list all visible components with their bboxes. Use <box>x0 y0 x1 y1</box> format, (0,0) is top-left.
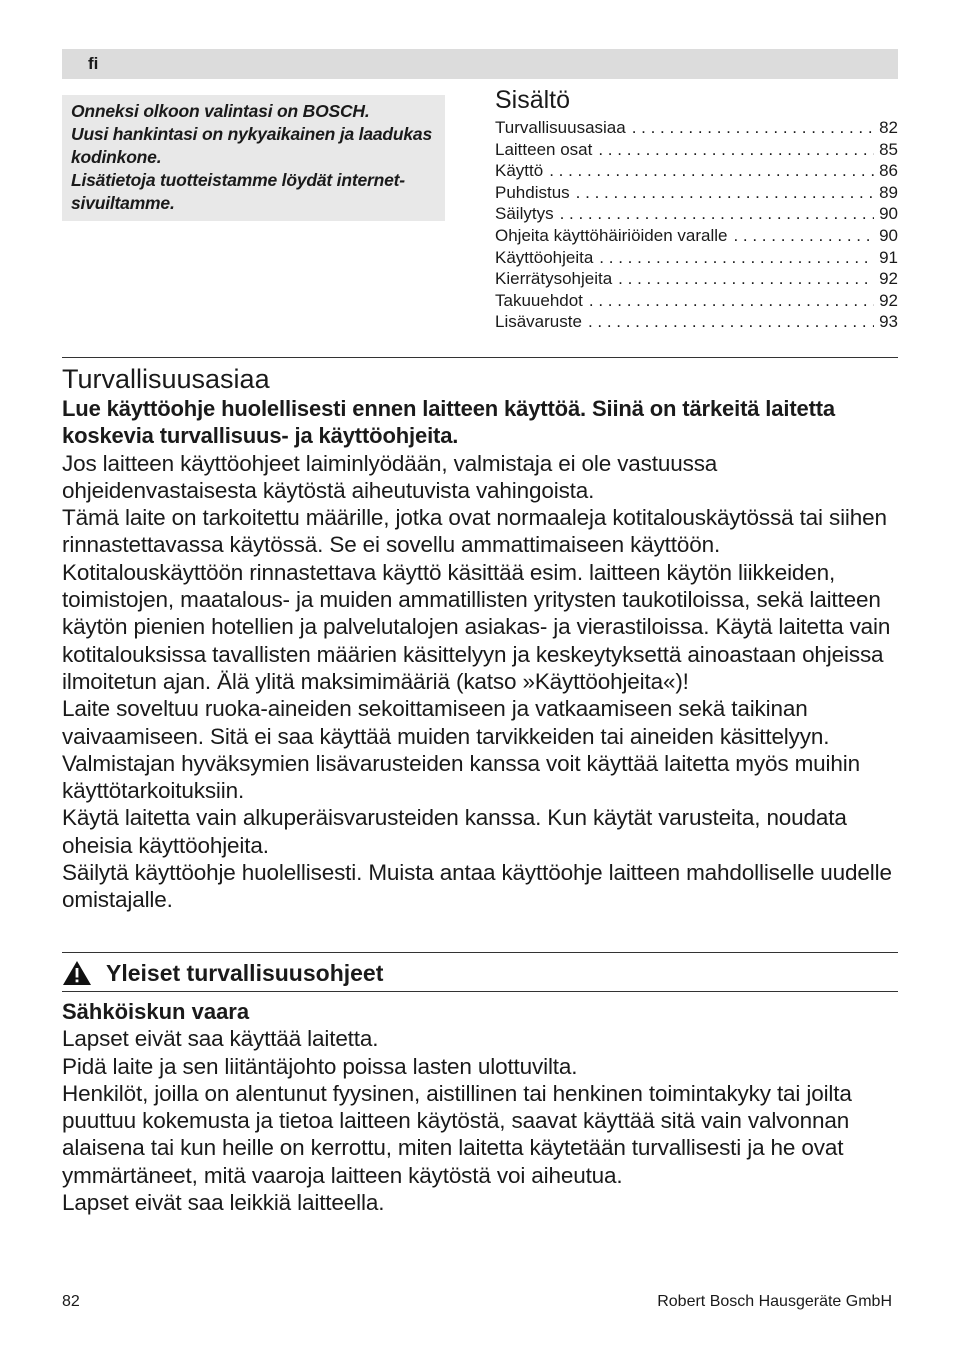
general-safety-title: Yleiset turvallisuusohjeet <box>106 960 384 986</box>
section-divider <box>62 991 898 992</box>
toc-item-takuuehdot[interactable] <box>495 290 898 312</box>
toc-item-page: 93 <box>879 312 898 332</box>
lead-paragraph: Lue käyttöohje huolellisesti ennen laitteen käyttöä. Siinä on tärkeitä laitetta koskevia turvallisuus- ja käyttöohjeita. <box>62 396 836 449</box>
toc-item-page: 91 <box>879 247 898 267</box>
toc-leader <box>582 311 874 333</box>
toc-item-lisavaruste[interactable] <box>495 311 898 333</box>
toc-item-label: Takuuehdot <box>495 290 583 310</box>
toc-item-kayttoohjeita[interactable] <box>495 247 898 269</box>
language-code: fi <box>88 54 99 73</box>
toc-leader <box>570 182 874 204</box>
toc-item-kaytto[interactable] <box>495 160 898 182</box>
toc-item-page: 92 <box>879 290 898 310</box>
toc-item-laitteen-osat[interactable] <box>495 139 898 161</box>
toc-item-page: 89 <box>879 182 898 202</box>
page-number: 82 <box>62 1293 80 1310</box>
intro-line: Lisätietoja tuotteistamme löydät internet-sivuiltamme. <box>71 170 405 213</box>
section-divider <box>62 357 898 358</box>
body-paragraph: Jos laitteen käyttöohjeet laiminlyödään, valmistaja ei ole vastuussa ohjeidenvastaisesta käytöstä aiheutuvista vahingoista. <box>62 450 718 503</box>
toc-item-label: Lisävaruste <box>495 312 582 332</box>
safety-section <box>62 364 898 914</box>
toc-item-label: Säilytys <box>495 204 554 224</box>
warning-triangle-icon <box>62 960 92 986</box>
electric-shock-section <box>62 998 898 1216</box>
toc-item-puhdistus[interactable] <box>495 182 898 204</box>
toc-item-page: 82 <box>879 118 898 137</box>
body-paragraph: Henkilöt, joilla on alentunut fyysinen, aistillinen tai henkinen toimintakyky tai joilta puuttuu kokemusta ja tietoa laitteen käytöstä, saavat käyttää sitä vain valvonnan alaisena tai kun heille on kerrottu, miten laitetta käytetään turvallisesti ja he ovat ymmärtäneet, mitä vaaroja laitteen käytöstä voi aiheutua. <box>62 1080 852 1188</box>
toc-item-sailytys[interactable] <box>495 203 898 225</box>
toc-item-kierratysohjeita[interactable] <box>495 268 898 290</box>
body-paragraph: Lapset eivät saa leikkiä laitteella. <box>62 1190 385 1216</box>
toc-leader <box>554 203 874 225</box>
toc-item-label: Puhdistus <box>495 182 570 202</box>
toc-item-label: Käyttöohjeita <box>495 247 594 267</box>
toc-leader <box>612 268 874 290</box>
toc-item-label: Turvallisuusasiaa <box>495 118 626 137</box>
body-paragraph: Lapset eivät saa käyttää laitetta. <box>62 1026 379 1052</box>
toc-item-label: Käyttö <box>495 161 544 181</box>
toc-item-label: Ohjeita käyttöhäiriöiden varalle <box>495 225 728 245</box>
toc-item-page: 92 <box>879 269 898 289</box>
section-divider <box>62 952 898 953</box>
body-paragraph: Käytä laitetta vain alkuperäisvarusteiden kanssa. Kun käytät varusteita, noudata oheisia käyttöohjeita. <box>62 805 847 858</box>
intro-line: Onneksi olkoon valintasi on BOSCH. <box>71 101 370 121</box>
toc-item-label: Laitteen osat <box>495 139 593 159</box>
table-of-contents <box>495 117 898 333</box>
toc-leader <box>592 139 874 161</box>
language-bar <box>62 49 898 79</box>
subsection-title: Sähköiskun vaara <box>62 999 250 1024</box>
toc-item-turvallisuusasiaa[interactable] <box>495 117 898 139</box>
body-paragraph: Pidä laite ja sen liitäntäjohto poissa lasten ulottuvilta. <box>62 1053 578 1079</box>
company-name: Robert Bosch Hausgeräte GmbH <box>657 1293 892 1310</box>
body-paragraph: Tämä laite on tarkoitettu määrille, jotka ovat normaaleja kotitalouskäytössä tai siihen rinnastettavassa käytössä. Se ei sovellu ammattimaiseen käyttöön. Kotitalouskäyttöön rinnastettava käyttö käsittää esim. laitteen käytön liikkeiden, toimistojen, maatalous- ja muiden ammatillisten yritysten taukotiloissa, sekä laitteen käytön pienien hotellien ja palvelutalojen asiakas- ja vierastiloissa. Käytä laitetta vain kotitalouksissa tavallisten määrien käsittelyyn ja keskeytyksettä ainoastaan ohjeissa ilmoitetun ajan. Älä ylitä maksimimääriä (katso »Käyttöohjeita«)! <box>62 505 891 694</box>
intro-line: Uusi hankintasi on nykyaikainen ja laadukas kodinkone. <box>71 124 432 167</box>
toc-item-kayttohairiot[interactable] <box>495 225 898 247</box>
toc-title: Sisältö <box>495 86 571 114</box>
toc-item-label: Kierrätysohjeita <box>495 269 613 289</box>
toc-leader <box>543 160 874 182</box>
intro-box <box>62 95 445 221</box>
toc-leader <box>593 247 874 269</box>
toc-leader <box>626 117 874 139</box>
toc-item-page: 90 <box>879 204 898 224</box>
toc-leader <box>727 225 874 247</box>
toc-leader <box>583 290 874 312</box>
body-paragraph: Laite soveltuu ruoka-aineiden sekoittamiseen ja vatkaamiseen sekä taikinan vaivaamiseen. Sitä ei saa käyttää muiden tarvikkeiden tai aineiden käsittelyyn. Valmistajan hyväksymien lisävarusteiden kanssa voit käyttää laitetta myös muihin käyttötarkoituksiin. <box>62 696 860 804</box>
toc-item-page: 86 <box>879 161 898 181</box>
body-paragraph: Säilytä käyttöohje huolellisesti. Muista antaa käyttöohje laitteen mahdolliselle uudelle omistajalle. <box>62 860 892 913</box>
section-title: Turvallisuusasiaa <box>62 364 270 394</box>
toc-item-page: 85 <box>879 139 898 159</box>
toc-item-page: 90 <box>879 225 898 245</box>
general-safety-heading <box>62 958 383 988</box>
